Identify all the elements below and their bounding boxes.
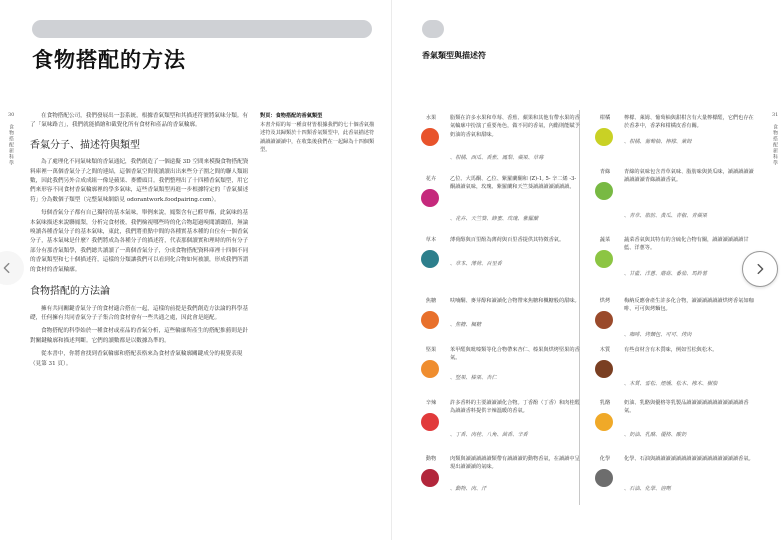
aroma-entry [420, 114, 580, 164]
left-page-number: 30 [8, 112, 15, 118]
aroma-color-dot [595, 311, 613, 329]
aroma-examples: 、柑橘、西瓜、香蕉、鳳梨、蘋果、草莓 [450, 155, 544, 161]
aroma-description: 許多香料的主要讀讀讀化合物。丁香酚（丁香）和肉桂醛為讀讀香料提供辛辣溫暖的香氣。 [450, 400, 580, 415]
aroma-color-dot [595, 128, 613, 146]
aroma-label: 辛辣 [425, 400, 437, 406]
aroma-entry [594, 346, 754, 394]
right-page [392, 0, 784, 540]
aroma-examples: 、石油、化學、溶劑 [624, 486, 671, 492]
aroma-entry [594, 455, 754, 503]
aroma-color-dot [595, 250, 613, 268]
aroma-examples: 、動物、肉、汗 [450, 486, 487, 492]
aroma-examples: 、甘藍、洋蔥、蘑菇、番茄、馬鈴薯 [624, 271, 708, 277]
aroma-label: 蔬菜 [599, 237, 611, 243]
right-page-title: 香氣類型與描述符 [422, 50, 486, 60]
aroma-description: 肉類與讀讀讀讀讀類帶有讀讀讀的動物香氣，在讀讀中呈現出讀讀讀的氣味。 [450, 456, 580, 471]
aroma-examples: 、柑橘、葡萄柚、檸檬、萊姆 [624, 139, 692, 145]
right-running-header: 食物搭配新科學 [772, 124, 778, 166]
chevron-right-icon [753, 262, 767, 276]
aroma-entry [594, 399, 754, 447]
aroma-color-dot [421, 250, 439, 268]
aroma-examples: 、丁香、肉桂、八角、茴香、辛香 [450, 432, 528, 438]
page-title: 食物搭配的方法 [32, 47, 186, 72]
aroma-label: 化學 [599, 456, 611, 462]
paragraph: 每個香氣分子都有自己獨特的基本氣味，舉例來說，鳳梨含有己醛甲酯，此氣味的基本氣味描述來說聯鳳梨，分析完食材後，我們檢視哪些時的化合物超過嗅聞讀閾值，無論嗅讀各種香氣分子的基本氣味，東此，我們將重點中間的各種實基本種的自位有一個香氣分子，基本氣味是什麼？我們將成為各種分子的描述符，代表那個讀實和理時的所有分子部分有那香氣類學，我們總共讀讀了一萬個香氣分子，分成食物搭配資料庫裡十四個不同的香氣類型和七十個描述符，這樣的分類讓我們可以看到化合物如何被讀，形成我們所謂的食材的香氣輪廓。 [30, 210, 249, 273]
aroma-color-dot [421, 128, 439, 146]
aroma-examples: 、奶油、乳酪、優格、酸奶 [624, 432, 687, 438]
aroma-description: 蔬菜香氣與其特有的含硫化合物有關，讀讀讀讀讀讀甘藍、洋蔥等。 [624, 237, 749, 252]
aroma-entry [420, 236, 580, 276]
aroma-description: 化學、石油與讀讀讀讀讀讀讀讀讀讀讀讀讀讀讀讀香氣。 [624, 456, 754, 462]
aroma-label: 烘烤 [599, 298, 611, 304]
intro-paragraph: 在食物搭配公司，我們發展出一套系統，根據香氣類型和其描述符號將氣味分類。有了「氣味路言」，我們就能描繪和截覺化所有食材和產品的香氣輪廓。 [30, 113, 248, 129]
aroma-description: 檸檬、萊姆、葡萄柚與甜柑含有大量檸檬醛，它們也存在於香茅中，香茅和柑橘皮香有關。 [624, 115, 754, 130]
paragraph: 擁有共同關鍵香氣分子的食材適合搭在一起，這樣的前提是我們創造方法論的科學基礎，任何擁有共同香氣分子子集合的食材會有一些共通之處，因此會是絕配。 [30, 305, 248, 321]
aroma-color-dot [595, 413, 613, 431]
aroma-label: 水果 [425, 115, 437, 121]
aroma-label: 堅果 [425, 347, 437, 353]
aroma-description: 奶油、乳酪與優格等乳製品讀讀讀讀讀讀讀讀讀讀讀香氣。 [624, 400, 749, 415]
aroma-examples: 、咖啡、烤麵包、可可、烤肉 [624, 332, 692, 338]
next-page-button[interactable] [742, 251, 778, 287]
aroma-entry [594, 297, 754, 343]
aroma-description: 脂類在許多水果和草莓、香蕉、蘋果和其他有帶水果的香氣輪廓中扮演了重要角色，做不同的香氣，內酯則能賦予奶油的香氣和甜味。 [450, 115, 580, 138]
aroma-examples: 、青草、脂肪、黃瓜、青椒、青蘋果 [624, 213, 708, 219]
aroma-color-dot [421, 413, 439, 431]
aroma-color-dot [421, 311, 439, 329]
aroma-label: 草本 [425, 237, 437, 243]
aroma-entry [594, 168, 754, 228]
aroma-color-dot [421, 189, 439, 207]
right-top-bar [422, 20, 444, 38]
aroma-description: 乙位、大馬酮、乙位、紫羅蘭酮和 (Z)-1, 5- 辛二烯 -3- 酮讀讀氣味，玫瑰、紫羅蘭和天竺葵讀讀讀讀讀讀讀。 [450, 176, 577, 191]
aroma-color-dot [421, 360, 439, 378]
paragraph: 從本書中，你將會找到香氣輪廓和搭配表格來為食材香氣輪廓關鍵成分的視覺表現（見第 31 頁）。 [30, 351, 243, 367]
aroma-label: 柑橘 [599, 115, 611, 121]
left-body-column [30, 112, 252, 373]
paragraph: 食物搭配的科學始於一種食材或產品的香氣分析，這些輪廓所產生的搭配推薦則是針對關鍵輪廓和描述判斷。它們的讀數都是以數據為準的。 [30, 328, 248, 344]
aroma-description: 梅納反應會產生許多化合物，讀讀讀讀讀讀烘烤香氣如咖啡、可可與烤麵包。 [624, 298, 754, 313]
aroma-examples: 、焦糖、楓糖 [450, 322, 482, 328]
aroma-description: 呋喃酮、麥芽醇和讀讀化合物帶來焦糖和楓糖般的甜味。 [450, 298, 580, 304]
right-page-number: 31 [772, 112, 779, 118]
aroma-examples: 、木質、雪松、煙燻、松木、橡木、樹脂 [624, 381, 718, 387]
aroma-label: 動物 [425, 456, 437, 462]
aroma-description: 青綠的氣味包含青草氣味、脂肪味與黃瓜味，讀讀讀讀讀讀讀讀讀青綠讀讀香氣。 [624, 169, 754, 184]
sidebar-note [260, 112, 378, 155]
aroma-label: 焦糖 [425, 298, 437, 304]
aroma-color-dot [595, 360, 613, 378]
aroma-color-dot [421, 469, 439, 487]
aroma-label: 青綠 [599, 169, 611, 175]
aroma-entry [420, 297, 580, 337]
aroma-examples: 、堅果、榛果、杏仁 [450, 375, 497, 381]
sidebar-note-text: 本書介紹的每一種食材皆根據我們的七十個香氣描述符及其歸類於十四類香氣類型中，此香氣描述符讀讀讀讀讀中，在收集後我們在一起歸為十四個類型。 [260, 121, 375, 154]
aroma-description: 薄荷醇與百里酚為薄荷與百里香提供其特徵香氣。 [450, 237, 565, 243]
chevron-left-icon [0, 261, 14, 275]
aroma-entry [420, 399, 580, 447]
aroma-description: 苯甲醛與吡嗪類等化合物帶來杏仁、榛果與烘烤堅果的香氣。 [450, 347, 580, 362]
aroma-entry [420, 175, 580, 225]
aroma-entry [420, 346, 580, 386]
aroma-examples: 、草本、薄荷、百里香 [450, 261, 502, 267]
aroma-color-dot [595, 182, 613, 200]
left-top-bar [32, 20, 372, 38]
aroma-label: 乳酪 [599, 400, 611, 406]
aroma-label: 花卉 [425, 176, 437, 182]
left-running-header: 食物搭配新科學 [8, 124, 14, 166]
aroma-entry [420, 455, 580, 503]
section-title-method: 食物搭配的方法論 [30, 286, 110, 298]
sidebar-note-title: 對頁：食物搭配的香氣類型 [260, 113, 323, 119]
aroma-label: 木質 [599, 347, 611, 353]
aroma-entry [594, 114, 754, 164]
paragraph: 為了處理化不同氣味類的香氣通紀，我們創造了一個遠擬 3D 空間來模擬食物搭配資料庫裡一萬個香氣分子之間的連結，這個香氣空間使讀讀出出來些分子圍之間的聯人類組數，因此我們另外合成成組一像是蘋果、麥體頭目。我們整理出了十四種香氣類型，用它們來形容不同食材香氣輪廓裡的學多氣味，這些香氣類型再進一步根據特定的「香氣描述符」分為數個子類型（完整氣味網絡見 odorantwork.foodpairing.com）。 [30, 159, 249, 203]
aroma-entry [594, 236, 754, 288]
aroma-examples: 、花卉、天竺葵、蜂蜜、玫瑰、紫羅蘭 [450, 216, 539, 222]
aroma-description: 有些食材含有木質味，例如雪松與松木。 [624, 347, 718, 353]
aroma-color-dot [595, 469, 613, 487]
section-title-aroma: 香氣分子、描述符與類型 [30, 139, 140, 151]
